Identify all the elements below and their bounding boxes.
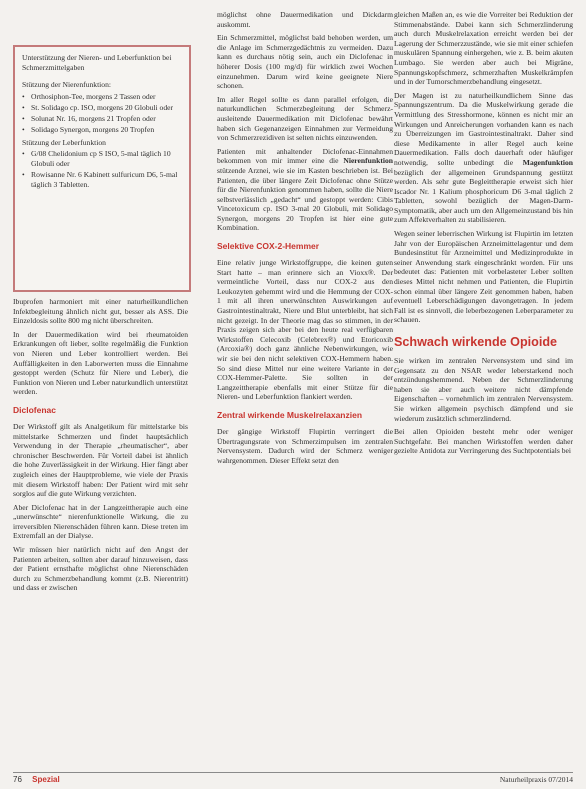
paragraph: Bei allen Opioiden besteht mehr oder weniger Suchtgefahr. Bei manchen Wirkstoffen werden daher gezielte Antidota zur Verringerung des Suchtpotentials bei <box>394 427 573 456</box>
paragraph: Aber Diclofenac hat in der Langzeittherapie auch eine „unerwünschte“ nierenfunktionelle Wirkung, die zu irreversiblen Nierenschäden führen kann. Diese treten im Extremfall an der Dialyse. <box>13 502 188 541</box>
text-run: Patienten mit anhaltender Diclofenac-Einnahmen bekommen von mir immer eine die <box>217 146 393 166</box>
list-item: • Orthosiphon-Tee, morgens 2 Tassen oder <box>22 92 182 102</box>
list-item: • Solidago Synergon, morgens 20 Tropfen <box>22 125 182 135</box>
liver-list <box>22 149 182 190</box>
heading-opioids: Schwach wirkende Opioide <box>394 335 558 349</box>
column-3 <box>394 10 573 460</box>
text-run: bezüglich der allgemeinen Grundspannung gestützt werden. Als sehr gute Begleittherapie erweist sich hier Iscador Nr. 1 Kalium phosphoricum D6 3-mal täglich 2 Tabletten, sowohl bezüglich der Magen-Darm-Symptomatik, aber auch um den Allgemeinzustand bis hin zum Affektverhalten zu stabilisieren. <box>394 167 573 225</box>
heading-cox2: Selektive COX-2-Hemmer <box>217 241 320 252</box>
text-run: Der Magen ist zu naturheilkundlichem Sinne das Spannungszentrum. Da die Muskelwirkung gerade die Vermittlung des Stresshormone, können es nicht mir an Wirkungen und Anreicherungen vorhanden kann es nach zu Überreizungen im Gastrointestinaltrakt. Daher sind diese Medikamente in aller Regel auch keine Dauermedikation. Falls doch dauerhaft oder häufiger notwendig, sollte unbedingt die <box>394 90 573 167</box>
paragraph: Ibuprofen harmoniert mit einer naturheilkundlichen Infektbegleitung ähnlich nicht gut, besser als ASS. Die Einzeldosis sollte 800 mg nicht überschreiten. <box>13 297 188 326</box>
section-label: Spezial <box>32 775 60 784</box>
footer-left <box>13 775 60 785</box>
text-run-bold: Magenfunktion <box>522 157 573 167</box>
text-run: stützende Arznei, wie sie im Kasten beschrieben ist. Bei Patienten, die über längere Zeit Diclofenac ohne Stütze für die Nierenfunktion genommen haben, sollte die Niere selbstverlässlich „gedacht“ und gestoppt werden: Cibis Vincetoxicum cp. ISO 3-mal 20 Globuli, mit Solidago Synergon, morgens 20 Tropfen ist hier eine gute Kombination. <box>217 165 393 233</box>
paragraph: Wegen seiner leberrischen Wirkung ist Flupirtin im letzten Jahr von der Europäischen Arzneimittelagentur und dem Bundesinstitut für Arzneimittel und Medizinprodukte in seiner Anwendung stark eingeschränkt worden. Für uns bedeutet das: Patienten mit vorbelasteter Leber sollten dieses Mittel nicht nehmen und Patienten, die Flupirtin schon einmal über längere Zeit genommen haben, haben eventuell Leberschädigungen davongetragen. In jedem Fall ist es sinnvoll, die leberbezogenen Leberparameter zu schauen. <box>394 229 573 325</box>
column-2 <box>217 10 393 469</box>
page-number: 76 <box>13 775 22 784</box>
paragraph: Eine relativ junge Wirkstoffgruppe, die keinen guten Start hatte – man erinnere sich an Vioxx®. Der vermeintliche Vorteil, dass nur COX-2 aus den Leukozyten gehemmt wird und die Hemmung der COX-1 mit all ihren unerwünschten Auswirkungen auf Gastrointestinaltrakt, Niere und Blut unterbleibt, hat sich nicht gezeigt. In der Theorie mag das so stimmen, in der Praxis zeigen sich aber bei den heute real verfügbaren Wirkstoffen Celecoxib (Celebrex®) und Etoricoxib (Arcoxia®) doch ganz ähnliche Nebenwirkungen, wie wir sie bei den nicht selektiven COX-Hemmern haben. So sind diese Mittel nur eine weitere Variante in der COX-Hemmer-Palette. Sie sollten in der Langzeittherapie ebenfalls mit einer Stütze für die Nieren- und Leberfunktion flankiert werden. <box>217 258 393 402</box>
journal-name: Naturheilpraxis 07/2014 <box>499 775 573 784</box>
kidney-heading: Stützung der Nierenfunktion: <box>22 80 111 89</box>
heading-muscle-relaxants: Zentral wirkende Muskelrelaxanzien <box>217 409 363 420</box>
paragraph: Im aller Regel sollte es dann parallel erfolgen, die naturkundlichen Schmerzbegleitung der Schmerz-ausleitende Dauermedikation mit Diclofenac bewährt haben sich Gegenanzeigen Einnahmen zur Vermeidung von Schmerzrezidiven ist selten nichts einzuwenden. <box>217 94 393 143</box>
paragraph: Wir müssen hier natürlich nicht auf den Angst der Patienten arbeiten, sollten aber darauf hinzuweisen, dass der Patient ernsthafte möglichst ohne Nierenschäden durch zu Schmerzbehandlung kommt (z.B. Nierentritt) und dass er zwischen <box>13 545 188 593</box>
paragraph <box>394 91 573 225</box>
paragraph: In der Dauermedikation wird bei rheumatoiden Erkrankungen oft lieber, sollte regelmäßig die Funktion von Nieren und Leber kontrolliert werden. Bei Auffälligkeiten in den Laborwerten muss die Einnahme gestoppt werden (Schutz für Niere und Leber), die Funktion von Nieren und Leber naturkundlich unterstützt werden. <box>13 329 188 397</box>
paragraph: Ein Schmerzmittel, möglichst bald behoben werden, um die Anlage im Schmerzgedächtnis zu vermeiden. Dazu kann es durchaus nötig sein, auch ein Diclofenac in höherer Dosis (100 mg/d) für wirklich zwei Wochen einzunehmen. Darum wird keine geeignete Niere schonen. <box>217 33 393 91</box>
paragraph: Der Wirkstoff gilt als Analgetikum für mittelstarke bis mittelstarke Schmerzen und findet hauptsächlich Verwendung in der Therapie „rheumatischer“, aber chronischer Beschwerden. Für Vorteil dabei ist ähnlich die hohe Zuverlässigkeit in der Wirkung. Hier fängt aber zugleich eines der Hauptprobleme, wie viele der Praxis mit diesem Wirkstoff haben: Der Patient wird mit sehr sorglos auf die gute Wirkung verzichten. <box>13 421 188 499</box>
column-1 <box>13 297 188 597</box>
list-item: • Solunat Nr. 16, morgens 21 Tropfen oder <box>22 114 182 124</box>
paragraph: Der gängige Wirkstoff Flupirtin verringert die Übertragungsrate von Schmerzimpulsen im zentralen Nervensystem. Dadurch wird der Schmerz weniger wahrgenommen. Dieser Effekt setzt den <box>217 426 393 465</box>
list-item: • Rowisanne Nr. 6 Kabinett sulfuricum D6, 5-mal täglich 3 Tabletten. <box>22 170 182 190</box>
paragraph <box>217 147 393 233</box>
box-title: Unterstützung der Nieren- und Leberfunktion bei Schmerzmittelgaben <box>22 53 172 72</box>
liver-heading: Stützung der Leberfunktion <box>22 137 106 147</box>
paragraph: möglichst ohne Dauermedikation und Dickdarm auskommt. <box>217 10 393 29</box>
heading-diclofenac: Diclofenac <box>13 404 56 415</box>
kidney-list <box>22 92 182 135</box>
paragraph: gleichen Maßen an, es wie die Vorreiter bei Reduktion der Stimmenabstände. Dabei kann sich Schmerzlinderung auch durch Muskelrelaxation erreicht werden bei der Lagerung der Schmerzzustände, wie sie mit einer schiefen muskulären Spannung einhergehen, wie z. B. beim akuten Lumbago. Sie werden aber auch bei Migräne, Spannungskopfschmerz, schmerzhaften Muskelkrämpfen und in der Tumorschmerzbehandlung eingesetzt. <box>394 10 573 87</box>
list-item: • G/08 Chelidonium cp S ISO, 5-mal täglich 10 Globuli oder <box>22 149 182 169</box>
text-run-bold: Nierenfunktion <box>343 156 393 166</box>
info-box <box>13 45 191 292</box>
footer-divider <box>13 772 573 773</box>
list-item: • St. Solidago cp. ISO, morgens 20 Globuli oder <box>22 103 182 113</box>
paragraph: Sie wirken im zentralen Nervensystem und sind im Gegensatz zu den NSAR weder leberstarkend noch entzündungshemmend. Neben der Schmerzlinderung haben sie aber auch weitere nicht dämpfende Eigenschaften – vornehmlich im zentralen Nervensystem. Sie wirken allgemein psychisch dämpfend und sie wiederum zusätzlich schmerzlindernd. <box>394 356 573 423</box>
